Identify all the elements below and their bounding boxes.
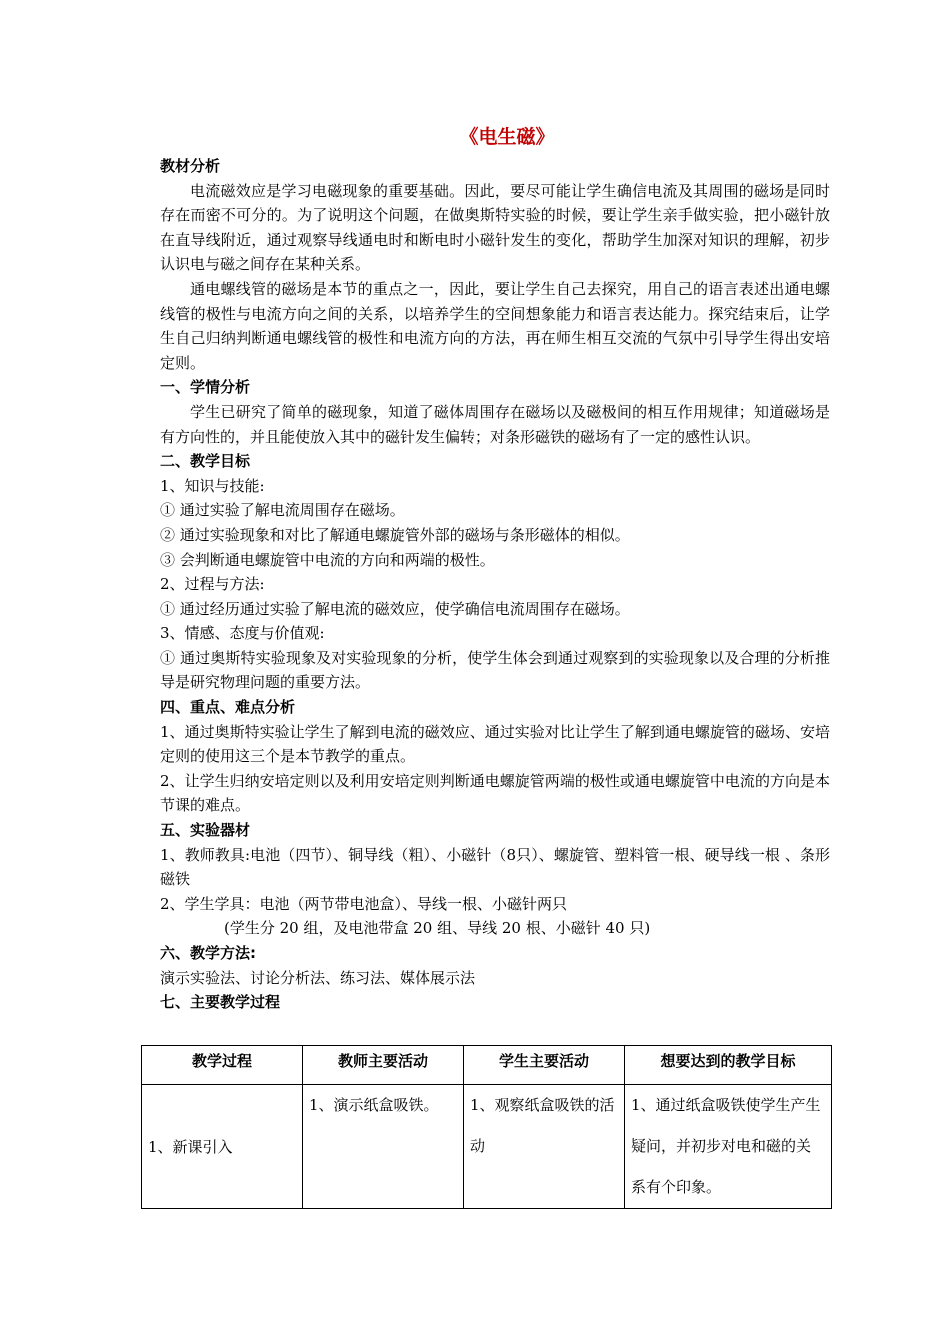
list-item: ① 通过经历通过实验了解电流的磁效应，使学确信电流周围存在磁场。	[160, 599, 630, 618]
list-item: ③ 会判断通电螺旋管中电流的方向和两端的极性。	[160, 550, 495, 569]
list-item: ② 通过实验现象和对比了解通电螺旋管外部的磁场与条形磁体的相似。	[160, 525, 630, 544]
table-cell: 1、观察纸盒吸铁的活动	[464, 1085, 625, 1209]
table-header-cell: 学生主要活动	[464, 1046, 625, 1085]
list-item: ① 通过奥斯特实验现象及对实验现象的分析，使学生体会到通过观察到的实验现象以及合理的分析推导是研究物理问题的重要方法。	[160, 648, 830, 692]
section-heading-textbook-analysis: 教材分析	[160, 157, 221, 175]
list-item: 1、知识与技能:	[160, 476, 265, 495]
table-header-cell: 教学过程	[142, 1046, 303, 1085]
list-item: 3、情感、态度与价值观:	[160, 624, 325, 643]
section-heading-student-analysis: 一、学情分析	[160, 378, 251, 397]
document-page	[160, 120, 830, 1015]
paragraph: 通电螺线管的磁场是本节的重点之一，因此，要让学生自己去探究，用自己的语言表述出通电螺线管的极性与电流方向之间的关系，以培养学生的空间想象能力和语言表达能力。探究结束后，让学生自己归纳判断通电螺线管的极性和电流方向的方法，再在师生相互交流的气氛中引导学生得出安培定则。	[160, 279, 830, 372]
list-item: 2、让学生归纳安培定则以及利用安培定则判断通电螺旋管两端的极性或通电螺旋管中电流的方向是本节课的难点。	[160, 771, 830, 815]
section-heading-teaching-goals: 二、教学目标	[160, 452, 251, 471]
teaching-process-table	[141, 1045, 832, 1209]
paragraph: 学生已研究了简单的磁现象，知道了磁体周围存在磁场以及磁极间的相互作用规律；知道磁场是有方向性的，并且能使放入其中的磁针发生偏转；对条形磁铁的磁场有了一定的感性认识。	[160, 402, 830, 446]
document-title: 《电生磁》	[459, 126, 555, 148]
paragraph: 电流磁效应是学习电磁现象的重要基础。因此，要尽可能让学生确信电流及其周围的磁场是同时存在而密不可分的。为了说明这个问题，在做奥斯特实验的时候，要让学生亲手做实验，把小磁针放在直导线附近，通过观察导线通电时和断电时小磁针发生的变化，帮助学生加深对知识的理解，初步认识电与磁之间存在某种关系。	[160, 181, 830, 274]
list-item: 2、学生学具：电池（两节带电池盒）、导线一根、小磁针两只	[160, 894, 568, 913]
section-heading-methods: 六、教学方法:	[160, 944, 256, 962]
list-item: 2、过程与方法:	[160, 575, 265, 594]
table-header-cell: 想要达到的教学目标	[625, 1046, 832, 1085]
list-item-note: (学生分 20 组，及电池带盒 20 组、导线 20 根、小磁针 40 只)	[224, 919, 651, 938]
table-cell: 1、通过纸盒吸铁使学生产生疑问，并初步对电和磁的关系有个印象。	[625, 1085, 832, 1209]
section-heading-teaching-process: 七、主要教学过程	[160, 993, 281, 1012]
list-item: 1、教师教具:电池（四节）、铜导线（粗）、小磁针（8只）、螺旋管、塑料管一根、硬导线一根 、条形磁铁	[160, 845, 830, 889]
paragraph: 演示实验法、讨论分析法、练习法、媒体展示法	[160, 968, 476, 987]
section-heading-equipment: 五、实验器材	[160, 821, 251, 840]
table-row	[142, 1085, 832, 1209]
list-item: 1、通过奥斯特实验让学生了解到电流的磁效应、通过实验对比让学生了解到通电螺旋管的磁场、安培定则的使用这三个是本节教学的重点。	[160, 722, 830, 766]
table-header-cell: 教师主要活动	[303, 1046, 464, 1085]
table-cell: 1、演示纸盒吸铁。	[303, 1085, 464, 1209]
list-item: ① 通过实验了解电流周围存在磁场。	[160, 501, 405, 520]
table-cell: 1、新课引入	[142, 1085, 303, 1209]
table-header-row	[142, 1046, 832, 1085]
section-heading-key-points: 四、重点、难点分析	[160, 698, 296, 717]
